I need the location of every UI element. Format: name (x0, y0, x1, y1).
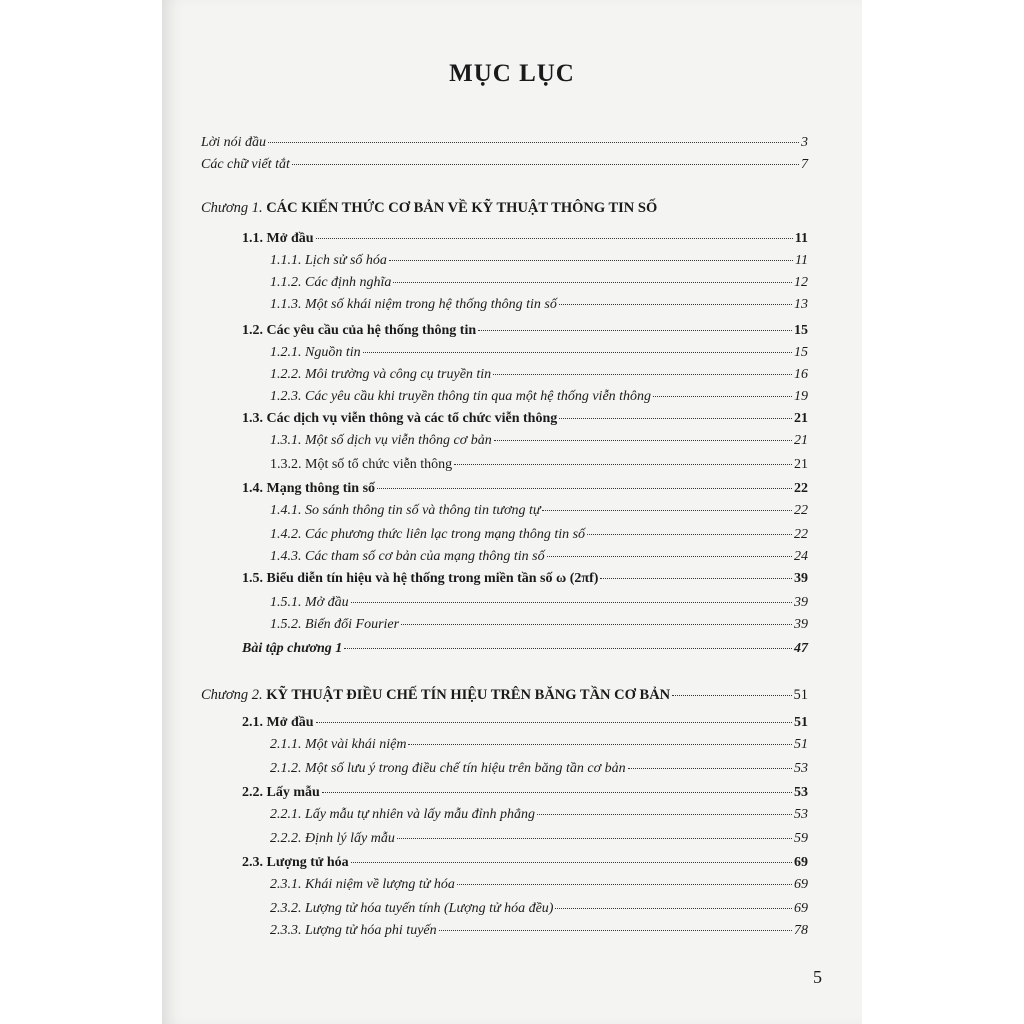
toc-front-matter-entry (201, 132, 808, 154)
dot-leader (653, 396, 792, 397)
toc-page-number: 15 (794, 323, 808, 338)
toc-section-entry (242, 408, 808, 430)
toc-subsection-entry (270, 614, 808, 636)
dot-leader (493, 374, 792, 375)
toc-subsection-entry (270, 250, 808, 272)
toc-subsection-entry (270, 804, 808, 826)
toc-page-number: 39 (794, 595, 808, 610)
toc-subsection-entry (270, 454, 808, 476)
toc-page-number: 78 (794, 923, 808, 938)
toc-entry-label: 2.3.1. Khái niệm về lượng tử hóa (270, 877, 455, 892)
toc-page-number: 51 (793, 687, 808, 703)
toc-page-number: 19 (794, 389, 808, 404)
chapter-name: CÁC KIẾN THỨC CƠ BẢN VỀ KỸ THUẬT THÔNG TIN SỐ (266, 200, 658, 216)
dot-leader (377, 488, 792, 489)
toc-page-number: 21 (794, 433, 808, 448)
toc-page-number: 7 (801, 157, 808, 172)
dot-leader (389, 260, 793, 261)
toc-subsection-entry (270, 828, 808, 850)
toc-section-entry (242, 568, 808, 590)
chapter-name: KỸ THUẬT ĐIỀU CHẾ TÍN HIỆU TRÊN BĂNG TẦN CƠ BẢN (266, 687, 671, 703)
toc-entry-label: 1.3. Các dịch vụ viễn thông và các tổ chức viễn thông (242, 411, 558, 426)
toc-chapter-heading (201, 684, 808, 706)
dot-leader (268, 142, 799, 143)
toc-entry-label: 1.2.3. Các yêu cầu khi truyền thông tin qua một hệ thống viễn thông (270, 389, 652, 404)
toc-entry-label: 2.1. Mở đầu (242, 715, 314, 730)
toc-entry-label: 1.1.1. Lịch sử số hóa (270, 253, 387, 268)
toc-entry-label: Lời nói đầu (201, 135, 267, 150)
chapter-number: Chương 1. (201, 200, 267, 216)
toc-section-entry (242, 852, 808, 874)
toc-section-entry (242, 320, 808, 342)
toc-page-number: 24 (794, 549, 808, 564)
toc-entry-label: 2.2.1. Lấy mẫu tự nhiên và lấy mẫu đỉnh phẳng (270, 807, 536, 822)
toc-entry-label: 1.2. Các yêu cầu của hệ thống thông tin (242, 323, 477, 338)
toc-entry-label: Các chữ viết tắt (201, 157, 290, 172)
toc-subsection-entry (270, 430, 808, 452)
toc-section-entry (242, 638, 808, 660)
toc-subsection-entry (270, 592, 808, 614)
toc-page-number: 15 (794, 345, 808, 360)
toc-entry-label: 1.4.2. Các phương thức liên lạc trong mạng thông tin số (270, 527, 586, 542)
toc-entry-label: 2.1.2. Một số lưu ý trong điều chế tín hiệu trên băng tần cơ bản (270, 761, 626, 776)
dot-leader (316, 238, 793, 239)
toc-page-number: 53 (794, 807, 808, 822)
dot-leader (408, 744, 792, 745)
toc-entry-label: 1.3.2. Một số tổ chức viễn thông (270, 457, 453, 472)
dot-leader (351, 602, 792, 603)
toc-entry-label: 2.3.3. Lượng tử hóa phi tuyến (270, 923, 437, 938)
toc-subsection-entry (270, 364, 808, 386)
toc-entry-label: 2.2. Lấy mẫu (242, 785, 320, 800)
toc-subsection-entry (270, 342, 808, 364)
dot-leader (542, 510, 792, 511)
toc-page-number: 69 (794, 901, 808, 916)
dot-leader (397, 838, 792, 839)
toc-section-entry (242, 228, 808, 250)
dot-leader (344, 648, 792, 649)
toc-subsection-entry (270, 898, 808, 920)
toc-entry-label: 1.5. Biểu diễn tín hiệu và hệ thống trong miền tần số ω (2πf) (242, 571, 599, 586)
toc-page-number: 39 (794, 617, 808, 632)
toc-entry-label: 1.2.2. Môi trường và công cụ truyền tin (270, 367, 492, 382)
dot-leader (672, 695, 791, 696)
toc-entry-label: 1.1.3. Một số khái niệm trong hệ thống thông tin số (270, 297, 557, 312)
toc-entry-label: 1.1. Mở đầu (242, 231, 314, 246)
toc-section-entry (242, 712, 808, 734)
toc-entry-label: 1.1.2. Các định nghĩa (270, 275, 392, 290)
page-title: MỤC LỤC (449, 60, 575, 87)
toc-page-number: 53 (794, 761, 808, 776)
toc-page-number: 47 (794, 641, 808, 656)
dot-leader (393, 282, 792, 283)
dot-leader (559, 418, 792, 419)
toc-entry-label: 1.4. Mạng thông tin số (242, 481, 376, 496)
toc-page-number: 11 (794, 231, 808, 246)
dot-leader (322, 792, 792, 793)
toc-entry-label: 2.2.2. Định lý lấy mẫu (270, 831, 395, 846)
toc-entry-label: 1.5.1. Mở đầu (270, 595, 349, 610)
toc-entry-label: 1.5.2. Biến đổi Fourier (270, 617, 400, 632)
chapter-number: Chương 2. (201, 687, 267, 703)
dot-leader (316, 722, 792, 723)
toc-subsection-entry (270, 920, 808, 942)
toc-page-number: 22 (794, 503, 808, 518)
toc-entry-label: 2.3. Lượng tử hóa (242, 855, 349, 870)
toc-chapter-label (201, 684, 670, 706)
toc-page-number: 69 (794, 877, 808, 892)
toc-entry-label: 1.4.1. So sánh thông tin số và thông tin tương tự (270, 503, 541, 518)
toc-subsection-entry (270, 386, 808, 408)
toc-section-entry (242, 782, 808, 804)
toc-page-number: 53 (794, 785, 808, 800)
toc-page-number: 16 (794, 367, 808, 382)
dot-leader (439, 930, 792, 931)
toc-page-number: 51 (794, 715, 808, 730)
toc-entry-label: 1.3.1. Một số dịch vụ viễn thông cơ bản (270, 433, 492, 448)
dot-leader (555, 908, 792, 909)
toc-entry-label: 1.4.3. Các tham số cơ bản của mạng thông tin số (270, 549, 545, 564)
dot-leader (351, 862, 792, 863)
toc-page-number: 11 (795, 253, 808, 268)
toc-subsection-entry (270, 500, 808, 522)
toc-chapter-heading (201, 197, 808, 219)
toc-subsection-entry (270, 546, 808, 568)
toc-subsection-entry (270, 294, 808, 316)
toc-page-number: 13 (794, 297, 808, 312)
toc-page-number: 22 (794, 481, 808, 496)
toc-section-entry (242, 478, 808, 500)
dot-leader (628, 768, 792, 769)
dot-leader (478, 330, 792, 331)
toc-subsection-entry (270, 524, 808, 546)
dot-leader (363, 352, 792, 353)
toc-chapter-label (201, 197, 657, 219)
dot-leader (292, 164, 799, 165)
toc-page-number: 59 (794, 831, 808, 846)
dot-leader (454, 464, 792, 465)
toc-entry-label: Bài tập chương 1 (242, 641, 343, 656)
toc-subsection-entry (270, 758, 808, 780)
toc-subsection-entry (270, 734, 808, 756)
dot-leader (457, 884, 792, 885)
toc-page-number: 21 (794, 457, 808, 472)
dot-leader (537, 814, 792, 815)
toc-front-matter-entry (201, 154, 808, 176)
toc-entry-label: 1.2.1. Nguồn tin (270, 345, 361, 360)
toc-page-number: 39 (794, 571, 808, 586)
dot-leader (494, 440, 792, 441)
toc-page-number: 69 (794, 855, 808, 870)
toc-entry-label: 2.3.2. Lượng tử hóa tuyến tính (Lượng tử hóa đều) (270, 901, 554, 916)
book-page (162, 0, 862, 1024)
toc-subsection-entry (270, 272, 808, 294)
toc-subsection-entry (270, 874, 808, 896)
dot-leader (587, 534, 792, 535)
toc-page-number: 51 (794, 737, 808, 752)
toc-entry-label: 2.1.1. Một vài khái niệm (270, 737, 407, 752)
page-number: 5 (813, 967, 822, 987)
toc-page-number: 12 (794, 275, 808, 290)
dot-leader (401, 624, 792, 625)
toc-page-number: 21 (794, 411, 808, 426)
toc-page-number: 3 (801, 135, 808, 150)
table-of-contents (162, 0, 862, 1024)
dot-leader (547, 556, 792, 557)
toc-page-number: 22 (794, 527, 808, 542)
dot-leader (600, 578, 792, 579)
dot-leader (559, 304, 792, 305)
